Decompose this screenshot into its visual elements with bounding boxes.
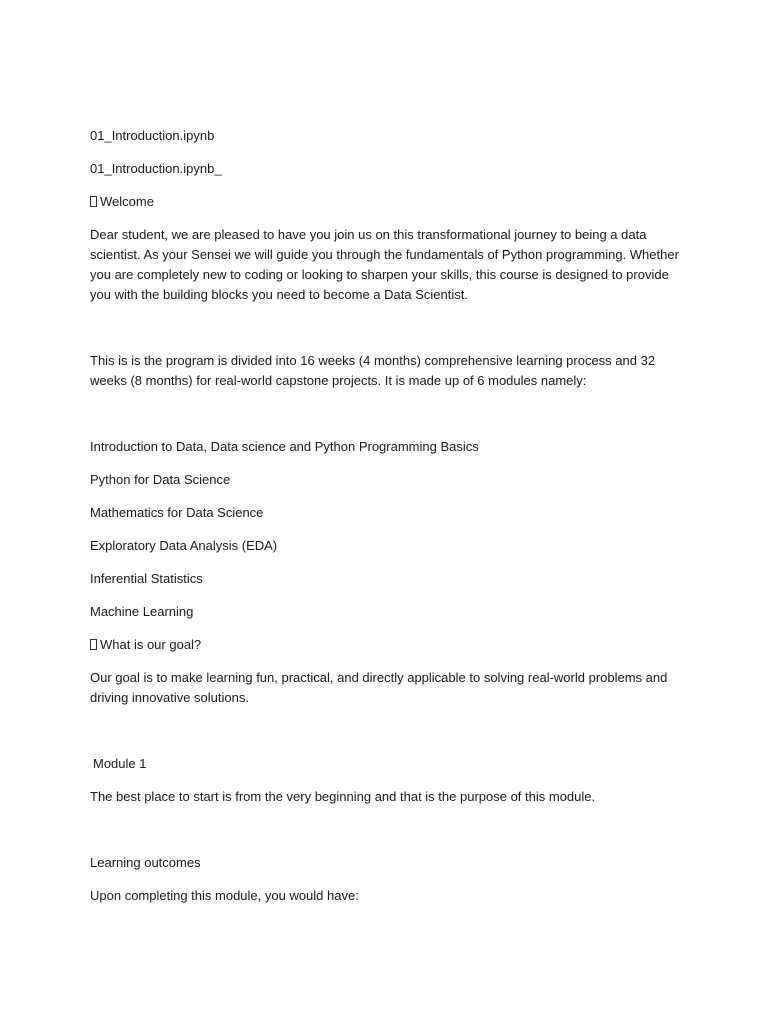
welcome-heading bbox=[90, 192, 690, 212]
welcome-heading-text: Welcome bbox=[100, 194, 154, 209]
module1-heading: Module 1 bbox=[93, 756, 147, 771]
module-list-item: Machine Learning bbox=[90, 604, 194, 619]
document-page bbox=[90, 126, 690, 906]
module1-paragraph: The best place to start is from the very beginning and that is the purpose of this module. bbox=[90, 789, 596, 804]
module-list-item: Inferential Statistics bbox=[90, 571, 203, 586]
program-paragraph: This is is the program is divided into 16 weeks (4 months) comprehensive learning process and 32 weeks (8 months) for real-world capstone projects. It is made up of 6 modules namely: bbox=[90, 353, 656, 388]
module-list-item: Mathematics for Data Science bbox=[90, 505, 264, 520]
learning-outcomes-heading: Learning outcomes bbox=[90, 855, 201, 870]
filename-subtitle: 01_Introduction.ipynb_ bbox=[90, 161, 222, 176]
module-list-item: Exploratory Data Analysis (EDA) bbox=[90, 538, 278, 553]
learning-outcomes-intro: Upon completing this module, you would have: bbox=[90, 888, 359, 903]
modules-list bbox=[90, 437, 690, 622]
missing-glyph-icon bbox=[90, 196, 97, 207]
module-list-item: Python for Data Science bbox=[90, 472, 231, 487]
goal-heading bbox=[90, 635, 690, 655]
filename-title: 01_Introduction.ipynb bbox=[90, 128, 215, 143]
intro-paragraph: Dear student, we are pleased to have you join us on this transformational journey to being a data scientist. As your Sensei we will guide you through the fundamentals of Python programming. Whether you are completely new to coding or looking to sharpen your skills, this course is designed to provide you with the building blocks you need to become a Data Scientist. bbox=[90, 227, 679, 302]
goal-paragraph: Our goal is to make learning fun, practical, and directly applicable to solving real-world problems and driving innovative solutions. bbox=[90, 670, 668, 705]
goal-heading-text: What is our goal? bbox=[100, 637, 202, 652]
missing-glyph-icon bbox=[90, 639, 97, 650]
module-list-item: Introduction to Data, Data science and Python Programming Basics bbox=[90, 439, 479, 454]
